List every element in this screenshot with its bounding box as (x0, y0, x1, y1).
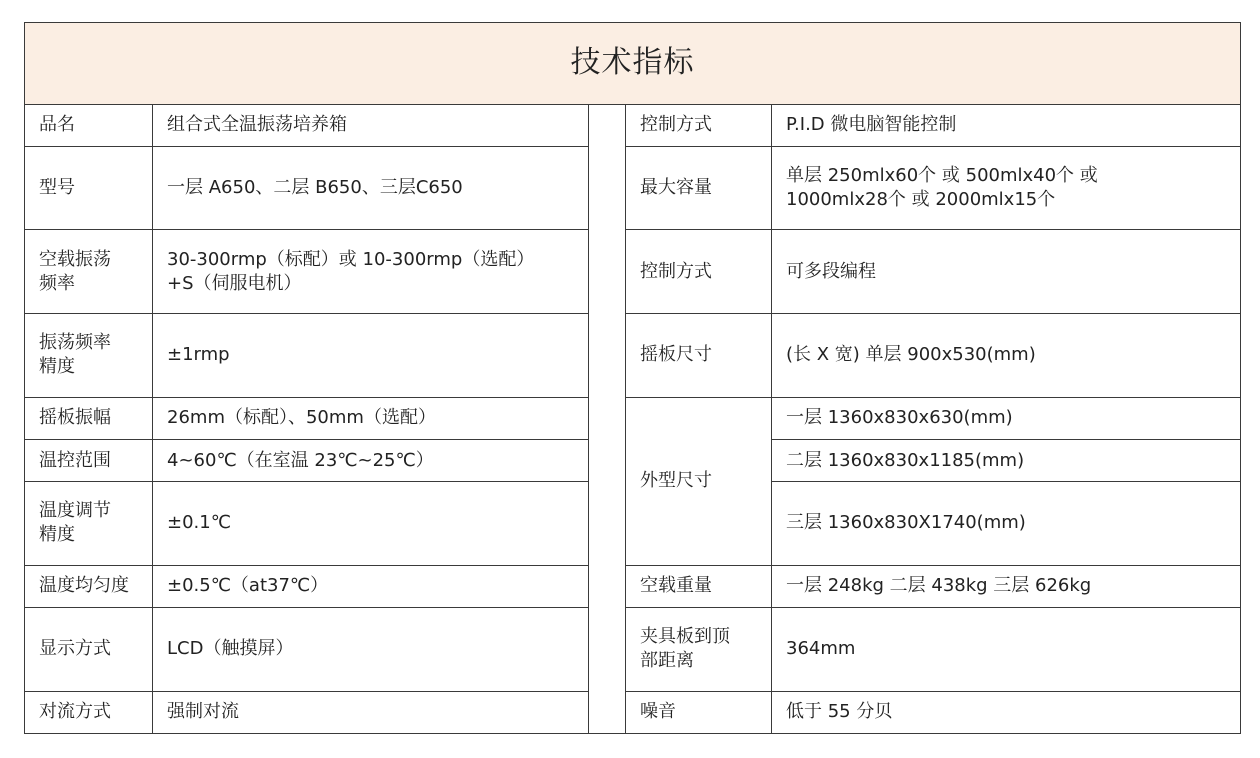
spec-value-frequency-accuracy: ±1rmp (153, 314, 589, 398)
spec-value-plate-size: (长 X 宽) 单层 900x530(mm) (772, 314, 1241, 398)
spec-value-model: 一层 A650、二层 B650、三层C650 (153, 146, 589, 230)
spec-label-amplitude: 摇板振幅 (25, 397, 153, 439)
spec-value-amplitude: 26mm（标配）、50mm（选配） (153, 397, 589, 439)
spec-value-convection: 强制对流 (153, 691, 589, 733)
spec-value-product-name: 组合式全温振荡培养箱 (153, 104, 589, 146)
spec-value-idle-frequency: 30-300rmp（标配）或 10-300rmp（选配） +S（伺服电机） (153, 230, 589, 314)
table-row (25, 230, 1241, 314)
spec-value-control-mode: P.I.D 微电脑智能控制 (772, 104, 1241, 146)
spec-value-max-capacity: 单层 250mlx60个 或 500mlx40个 或 1000mlx28个 或 2000mlx15个 (772, 146, 1241, 230)
spec-value-temp-range: 4~60℃（在室温 23℃~25℃） (153, 439, 589, 481)
spec-label-idle-frequency: 空载振荡 频率 (25, 230, 153, 314)
spec-label-plate-size: 摇板尺寸 (626, 314, 772, 398)
spec-value-control-mode-2: 可多段编程 (772, 230, 1241, 314)
spec-value-outer-size-3: 三层 1360x830X1740(mm) (772, 482, 1241, 566)
table-row (25, 608, 1241, 692)
spec-label-max-capacity: 最大容量 (626, 146, 772, 230)
spec-value-clamp-distance: 364mm (772, 608, 1241, 692)
spec-table (24, 22, 1241, 734)
spec-label-control-mode-2: 控制方式 (626, 230, 772, 314)
spec-value-temp-accuracy: ±0.1℃ (153, 482, 589, 566)
table-row (25, 146, 1241, 230)
spec-label-convection: 对流方式 (25, 691, 153, 733)
spec-label-outer-size: 外型尺寸 (626, 397, 772, 565)
spec-value-outer-size-1: 一层 1360x830x630(mm) (772, 397, 1241, 439)
table-row (25, 397, 1241, 439)
table-title: 技术指标 (25, 23, 1241, 105)
spec-label-temp-range: 温控范围 (25, 439, 153, 481)
table-row (25, 104, 1241, 146)
table-row (25, 314, 1241, 398)
title-row (25, 23, 1241, 105)
spec-value-noise: 低于 55 分贝 (772, 691, 1241, 733)
spec-value-temp-uniformity: ±0.5℃（at37℃） (153, 565, 589, 607)
spec-label-model: 型号 (25, 146, 153, 230)
spec-label-clamp-distance: 夹具板到顶 部距离 (626, 608, 772, 692)
spec-value-outer-size-2: 二层 1360x830x1185(mm) (772, 439, 1241, 481)
spec-label-temp-accuracy: 温度调节 精度 (25, 482, 153, 566)
table-row (25, 691, 1241, 733)
table-row (25, 565, 1241, 607)
spec-label-display: 显示方式 (25, 608, 153, 692)
spec-value-empty-weight: 一层 248kg 二层 438kg 三层 626kg (772, 565, 1241, 607)
spec-label-noise: 噪音 (626, 691, 772, 733)
spec-value-display: LCD（触摸屏） (153, 608, 589, 692)
spec-label-temp-uniformity: 温度均匀度 (25, 565, 153, 607)
spec-label-frequency-accuracy: 振荡频率 精度 (25, 314, 153, 398)
column-gap (589, 104, 626, 733)
spec-label-empty-weight: 空载重量 (626, 565, 772, 607)
spec-label-control-mode: 控制方式 (626, 104, 772, 146)
spec-label-product-name: 品名 (25, 104, 153, 146)
